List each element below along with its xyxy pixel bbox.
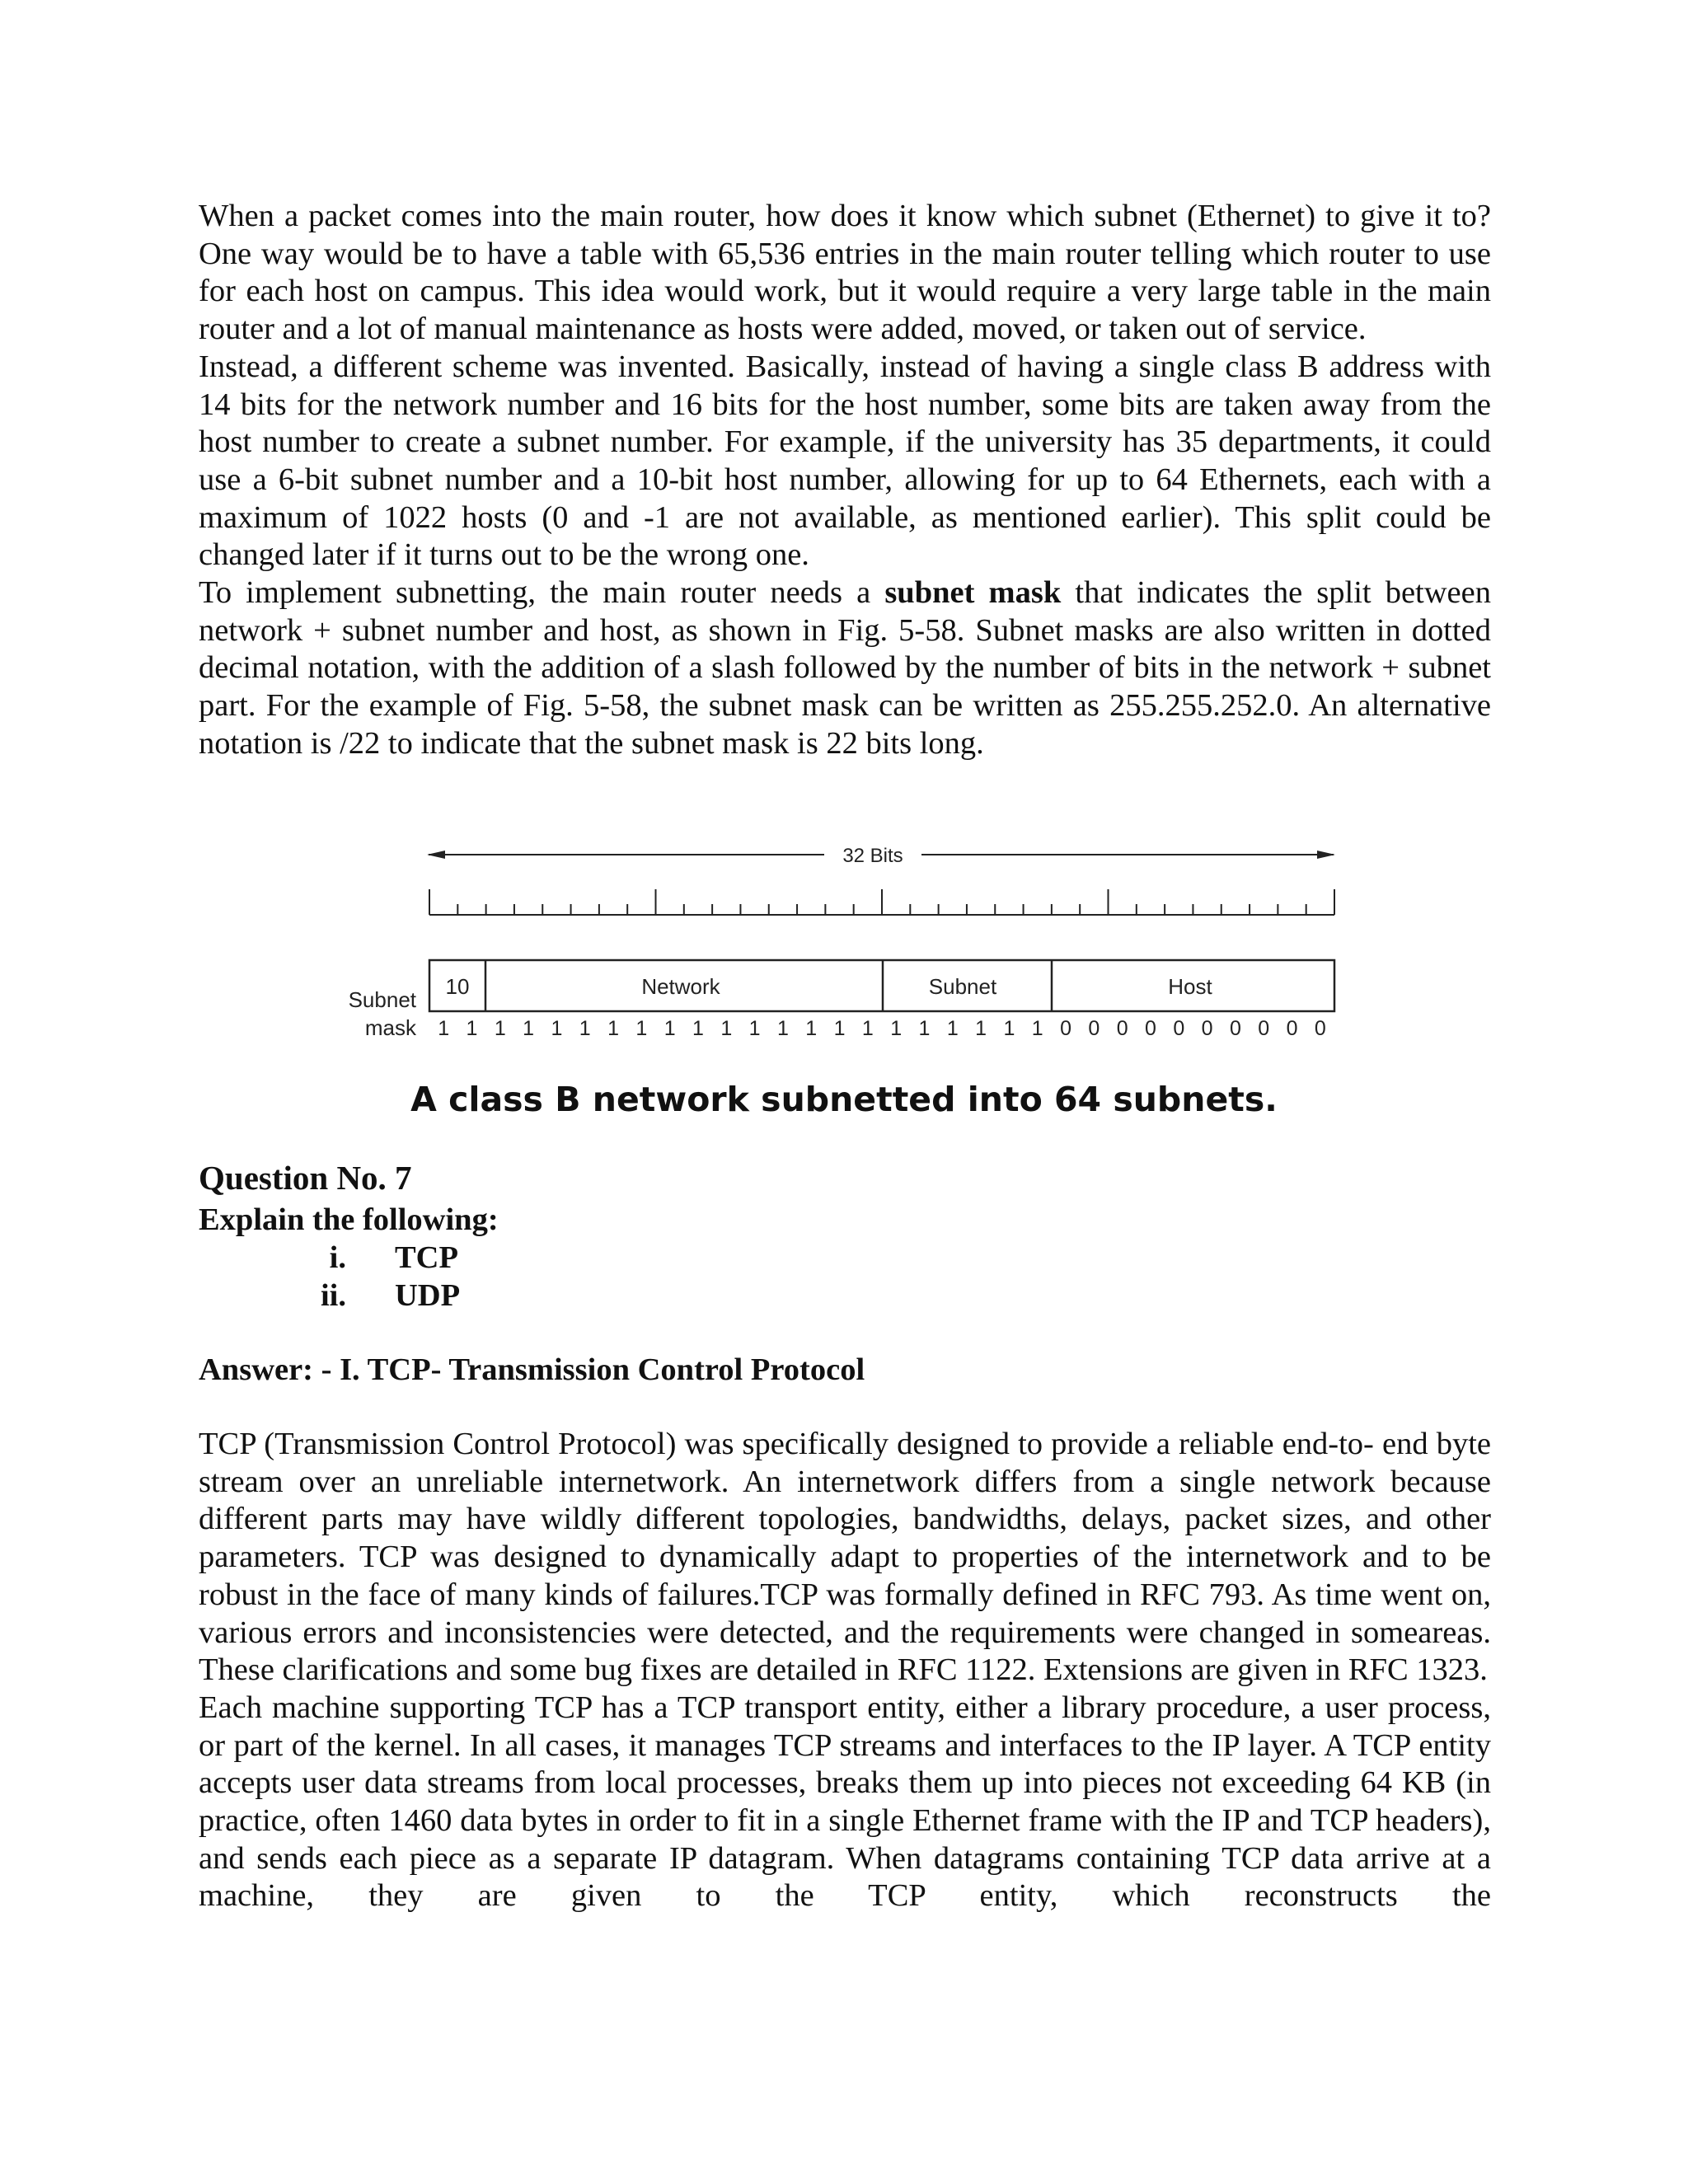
field-boxes [429,960,1334,1011]
mask-bit: 1 [579,1017,591,1040]
mask-bit: 0 [1116,1017,1128,1040]
mask-bit: 1 [635,1017,648,1040]
answer-heading: Answer: - I. TCP- Transmission Control Protocol [199,1352,865,1387]
mask-bit: 1 [494,1017,506,1040]
mask-bit: 1 [1031,1017,1043,1040]
mask-bit: 1 [720,1017,733,1040]
mask-bit: 1 [663,1017,676,1040]
intro-paragraph-1: When a packet comes into the main router, how does it know which subnet (Ethernet) to give it to? One way would be to have a table with 65,536 entries in the main router telling which router to use for each host on campus. This idea would work, but it would require a very large table in the main router and a lot of manual maintenance as hosts were added, moved, or taken out of service. [199,199,1491,347]
mask-bit: 1 [776,1017,789,1040]
arrow-right-head [1317,851,1335,859]
mask-bit: 0 [1060,1017,1071,1040]
arrow-left-head [427,851,445,859]
subnet-mask-term: subnet mask [884,575,1062,611]
figure-caption: A class B network subnetted into 64 subnets. [410,1080,1278,1119]
bit-ruler [429,889,1334,915]
mask-bit: 0 [1201,1017,1213,1040]
intro-paragraph-3-rest: that indicates the split between network + subnet number and host, as shown in Fig. 5-58. Subnet masks are also written in dotted decimal notation, with the addition of a slash followed by the number of bits in the network + subnet part. For the example of Fig. 5-58, the subnet mask can be written as 255.255.252.0. An alternative notation is /22 to indicate that the subnet mask is 22 bits long. [199,575,1491,761]
mask-bit: 1 [861,1017,874,1040]
mask-bit: 0 [1314,1017,1326,1040]
question-item-1-number: i. [329,1240,346,1275]
mask-bit: 1 [748,1017,761,1040]
question-item-1-label: TCP [395,1240,458,1275]
mask-bit: 0 [1229,1017,1241,1040]
answer-text [199,1426,1491,1915]
mask-bit: 1 [607,1017,619,1040]
mask-bit: 1 [946,1017,959,1040]
answer-paragraph-1: TCP (Transmission Control Protocol) was specifically designed to provide a reliable end-to- end byte stream over an unreliable internetwork. An internetwork differs from a single network because different parts may have wildly different topologies, bandwidths, delays, packet sizes, and other parameters. TCP was designed to dynamically adapt to properties of the internetwork and to be robust in the face of many kinds of failures.TCP was formally defined in RFC 793. As time went on, various errors and inconsistencies were detected, and the requirements were changed in someareas. These clarifications and some bug fixes are detailed in RFC 1122. Extensions are given in RFC 1323. [199,1427,1491,1688]
field-prefix-bits: 10 [445,974,470,999]
intro-paragraph-2: Instead, a different scheme was invented. Basically, instead of having a single class B address with 14 bits for the network number and 16 bits for the host number, some bits are taken away from the host number to create a subnet number. For example, if the university has 35 departments, it could use a 6-bit subnet number and a 10-bit host number, allowing for up to 64 Ethernets, each with a maximum of 1022 hosts (0 and -1 are not available, as mentioned earlier). This split could be changed later if it turns out to be the wrong one. [199,349,1491,573]
mask-bit: 1 [523,1017,535,1040]
mask-bit: 0 [1173,1017,1185,1040]
mask-bit: 1 [692,1017,704,1040]
intro-paragraph-3-lead: To implement subnetting, the main router needs a [199,575,885,611]
field-network: Network [641,974,720,999]
question-prompt: Explain the following: [199,1202,499,1237]
field-subnet: Subnet [928,974,997,999]
mask-bit: 1 [551,1017,563,1040]
row-label-mask: mask [364,1015,416,1040]
question-title: Question No. 7 [199,1159,412,1197]
question-item-2-number: ii. [320,1278,346,1313]
mask-bit: 1 [975,1017,987,1040]
mask-bit: 0 [1145,1017,1156,1040]
mask-bit: 1 [918,1017,931,1040]
answer-paragraph-2: Each machine supporting TCP has a TCP transport entity, either a library procedure, a user process, or part of the kernel. In all cases, it manages TCP streams and interfaces to the IP layer. A TCP entity accepts user data streams from local processes, breaks them up into pieces not exceeding 64 KB (in practice, often 1460 data bytes in order to fit in a single Ethernet frame with the IP and TCP headers), and sends each piece as a separate IP datagram. When datagrams containing TCP data arrive at a machine, they are given to the TCP entity, which reconstructs the [199,1690,1491,1914]
mask-bit: 1 [890,1017,903,1040]
mask-bit: 1 [805,1017,818,1040]
mask-bit: 1 [1003,1017,1015,1040]
field-host: Host [1168,974,1212,999]
mask-bit: 0 [1286,1017,1298,1040]
mask-bit: 1 [833,1017,846,1040]
mask-bit: 0 [1258,1017,1270,1040]
mask-bit: 1 [466,1017,478,1040]
question-item-2-label: UDP [395,1278,461,1313]
mask-bits [438,1017,1326,1040]
row-label-subnet: Subnet [348,987,416,1012]
width-label: 32 Bits [842,845,903,867]
mask-bit: 1 [438,1017,450,1040]
mask-bit: 0 [1088,1017,1100,1040]
